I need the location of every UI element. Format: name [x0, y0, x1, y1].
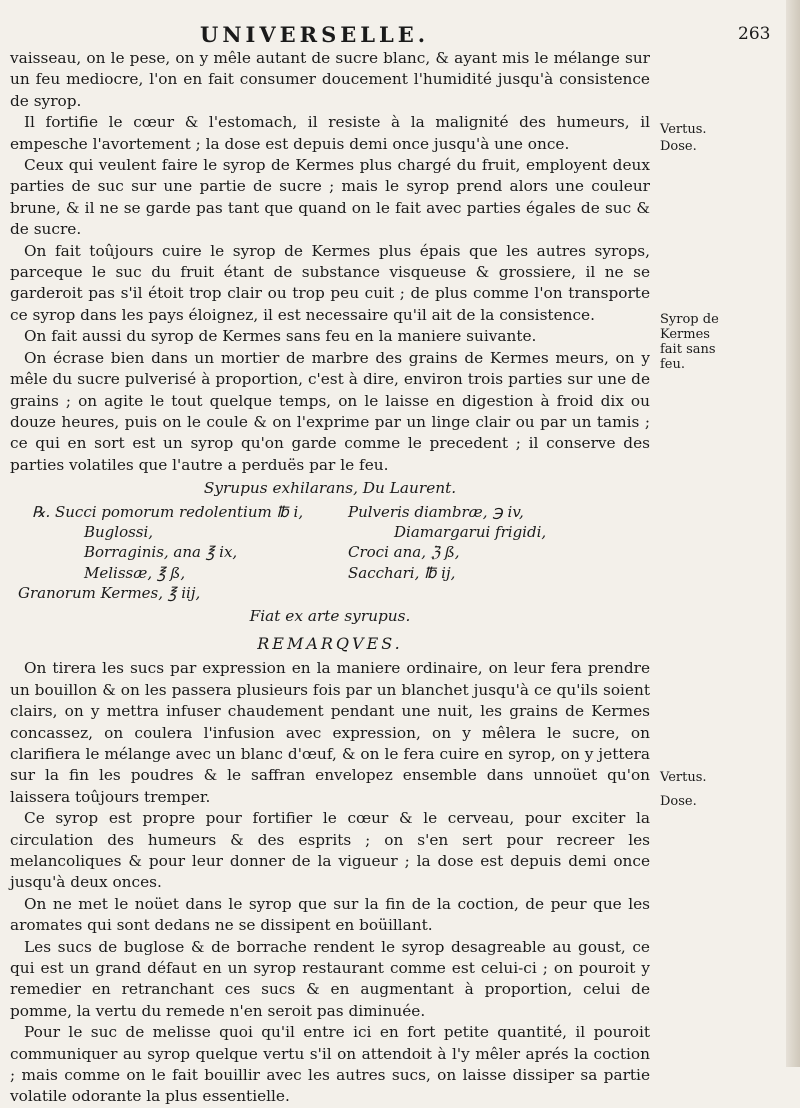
recipe-line: Pulveris diambræ, ℈ iv, — [348, 502, 524, 521]
paragraph: On tirera les sucs par expression en la maniere ordinaire, on leur fera prendre un bouillon & on les passera plusieurs fois par un blanchet jusqu'à ce qu'ils soient clairs, on y mettra infuser chaudement pendant une nuit, les grains de Kermes concassez, on coulera l'infusion avec expression, on y mêlera le sucre, on clarifiera le mélange avec un blanc d'œuf, & on le fera cuire en syrop, on y jettera sur la fin les poudres & le saffran envelopez ensemble dans unnoüet qu'on laissera toûjours tremper. — [10, 659, 650, 806]
paragraph: vaisseau, on le pese, on y mêle autant de sucre blanc, & ayant mis le mélange sur un feu mediocre, l'on en fait consumer doucement l'humidité jusqu'à consistence de syrop. — [10, 49, 650, 110]
recipe-line: Buglossi, — [84, 522, 154, 541]
recipe-line: Sacchari, ℔ ij, — [348, 563, 456, 582]
recipe-line: Borraginis, ana ℥ ix, — [84, 543, 238, 562]
page-edge — [786, 0, 800, 1067]
recipe-right-column — [348, 502, 648, 584]
recipe-title: Syrupus exhilarans, Du Laurent. — [203, 479, 457, 498]
margin-note-syrop-sans-feu: Syrop de Kermes fait sans feu. — [660, 312, 719, 372]
recipe-close: Fiat ex arte syrupus. — [249, 606, 411, 625]
recipe-line: Melissæ, ℥ ß, — [84, 563, 186, 582]
recipe-line: Diamargarui frigidi, — [394, 522, 547, 541]
page-number: 263 — [738, 24, 771, 44]
recipe-line: Croci ana, ℨ ß, — [348, 543, 460, 562]
margin-note-vertus: Vertus. — [660, 770, 707, 785]
recipe-line: ℞. Succi pomorum redolentium ℔ i, — [32, 502, 304, 521]
paragraph: On fait aussi du syrop de Kermes sans feu en la maniere suivante. — [24, 327, 537, 346]
paragraph: On écrase bien dans un mortier de marbre des grains de Kermes meurs, on y mêle du sucre pulverisé à proportion, c'est à dire, environ trois parties sur une de grains ; on agite le tout quelque temps, on le laisse en digestion à froid dix ou douze heures, puis on le coule & on l'exprime par un linge clair ou par un tamis ; ce qui en sort est un syrop qu'on garde comme le precedent ; il conserve des parties volatiles que l'autre a perduës par le feu. — [10, 348, 650, 474]
paragraph: Ce syrop est propre pour fortifier le cœur & le cerveau, pour exciter la circulation des humeurs & des esprits ; on s'en sert pour recreer les melancoliques & pour leur donner de la vigueur ; la dose est depuis demi once jusqu'à deux onces. — [10, 809, 650, 892]
main-text — [10, 48, 650, 1108]
remarques-heading: REMARQVES. — [257, 633, 403, 653]
margin-note-vertus: Vertus. — [660, 122, 707, 137]
paragraph: Ceux qui veulent faire le syrop de Kermes plus chargé du fruit, employent deux parties de suc sur une partie de sucre ; mais le syrop prend alors une couleur brune, & il ne se garde pas tant que quand on le fait avec parties égales de suc & de sucre. — [10, 156, 650, 239]
paragraph: On fait toûjours cuire le syrop de Kermes plus épais que les autres syrops, parceque le suc du fruit étant de substance visqueuse & grossiere, il ne se garderoit pas s'il étoit trop clair ou trop peu cuit ; de plus comme l'on transporte ce syrop dans les pays éloignez, il est necessaire qu'il ait de la consistence. — [10, 241, 650, 324]
paragraph: Pour le suc de melisse quoi qu'il entre ici en fort petite quantité, il pouroit communiquer au syrop quelque vertu s'il on attendoit à l'y mêler aprés la coction ; mais comme on le fait bouillir avec les autres sucs, on laisse dissiper sa partie volatile odorante la plus essentielle. — [10, 1023, 650, 1106]
paragraph: On ne met le noüet dans le syrop que sur la fin de la coction, de peur que les aromates qui sont dedans ne se dissipent en boüillant. — [10, 894, 650, 935]
margin-note-dose: Dose. — [660, 794, 697, 809]
recipe-block — [10, 502, 650, 604]
paragraph: Les sucs de buglose & de borrache rendent le syrop desagreable au goust, ce qui est un grand défaut en un syrop restaurant comme est celui-ci ; on pouroit y remedier en retranchant ces sucs & en augmentant à proportion, celui de pomme, la vertu du remede n'en seroit pas diminuée. — [10, 937, 650, 1020]
margin-note-dose: Dose. — [660, 139, 697, 154]
paragraph: Il fortifie le cœur & l'estomach, il resiste à la malignité des humeurs, il empesche l'avortement ; la dose est depuis demi once jusqu'à une once. — [10, 113, 650, 153]
recipe-line: Granorum Kermes, ℥ iij, — [18, 584, 201, 603]
recipe-left-column — [18, 502, 338, 604]
page-header — [0, 22, 800, 48]
running-title: UNIVERSELLE. — [200, 22, 430, 47]
